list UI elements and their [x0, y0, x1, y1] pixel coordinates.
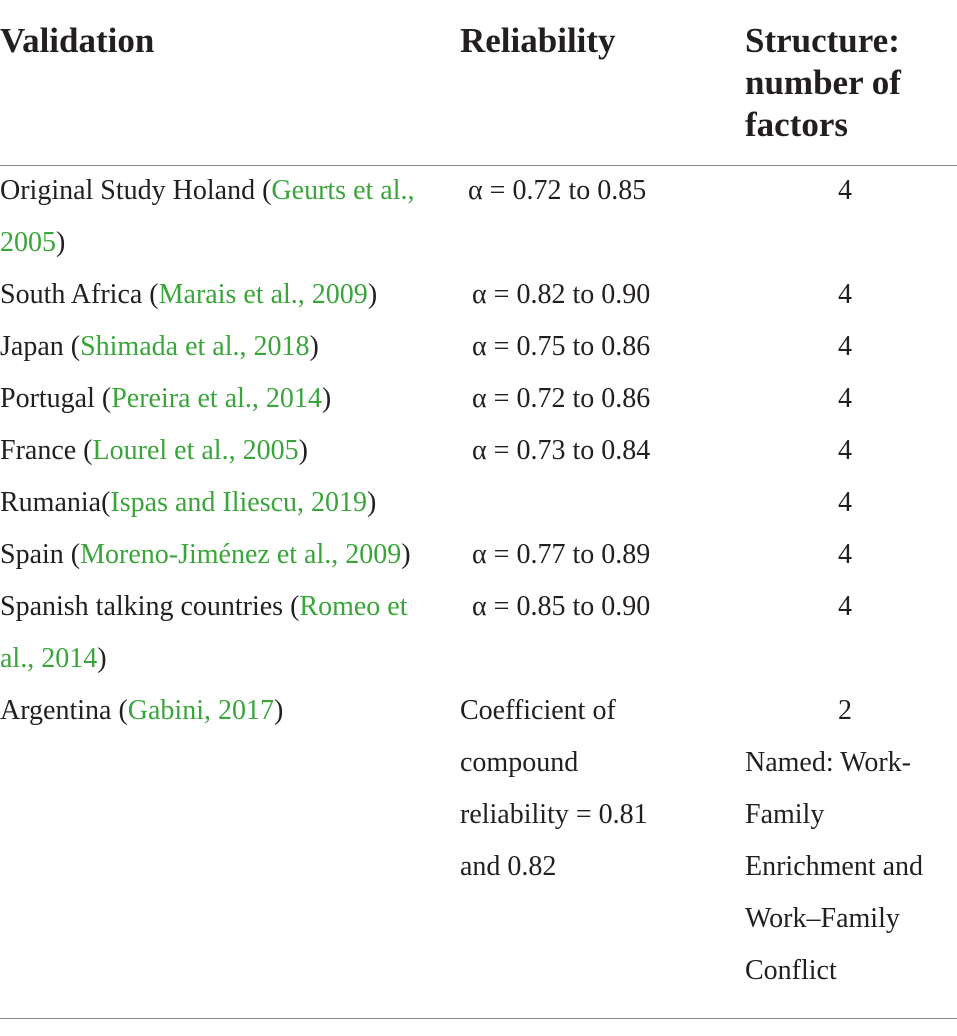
reliability-cell: α = 0.85 to 0.90 — [472, 591, 651, 622]
paren-close: ) — [367, 487, 377, 518]
paren-close: ) — [367, 279, 378, 310]
citation-link[interactable]: Lourel et al., 2005 — [92, 435, 299, 466]
country-text: Portugal ( — [0, 383, 112, 414]
citation-link[interactable]: Ispas and Iliescu, 2019 — [110, 487, 368, 518]
country-text: Japan ( — [0, 331, 81, 362]
reliability-cell: α = 0.75 to 0.86 — [472, 331, 651, 362]
country-text: Spain ( — [0, 539, 81, 570]
header-structure: Structure: number of factors — [745, 21, 901, 144]
citation-link[interactable]: Geurts et al., 2005 — [0, 175, 415, 258]
citation-link[interactable]: Pereira et al., 2014 — [111, 383, 322, 414]
validation-cell — [0, 477, 440, 529]
citation-link[interactable]: Moreno-Jiménez et al., 2009 — [80, 539, 402, 570]
validation-cell — [0, 581, 410, 685]
citation-link[interactable]: Romeo et al., 2014 — [0, 591, 408, 674]
paren-close: ) — [298, 435, 308, 466]
reliability-cell: α = 0.77 to 0.89 — [472, 539, 651, 570]
paren-close: ) — [309, 331, 319, 362]
factors-note: Named: Work-Family Enrichment and Work–Family Conflict — [745, 747, 924, 986]
paren-close: ) — [321, 383, 332, 414]
country-text: France ( — [0, 435, 93, 466]
reliability-cell: α = 0.82 to 0.90 — [472, 279, 651, 310]
country-text: Argentina ( — [0, 695, 128, 726]
factors-cell: 4 — [838, 175, 852, 206]
factors-cell: 4 — [838, 279, 852, 310]
factors-cell: 4 — [838, 591, 852, 622]
reliability-cell: Coefficient of compound reliability = 0.81 and 0.82 — [460, 695, 648, 882]
validation-cell — [0, 685, 440, 737]
paren-close: ) — [401, 539, 411, 570]
header-validation: Validation — [0, 21, 155, 60]
header-reliability: Reliability — [460, 21, 616, 60]
factors-cell: 4 — [838, 539, 852, 570]
table-header — [0, 0, 957, 166]
citation-link[interactable]: Shimada et al., 2018 — [80, 331, 310, 362]
factors-cell: 4 — [838, 331, 852, 362]
paren-close: ) — [274, 695, 284, 726]
country-text: Rumania( — [0, 487, 111, 518]
factors-cell: 4 — [838, 383, 852, 414]
validation-cell — [0, 373, 440, 425]
reliability-cell: α = 0.72 to 0.86 — [472, 383, 651, 414]
validation-cell — [0, 165, 440, 269]
factors-cell: 2 — [838, 695, 852, 726]
paren-close: ) — [97, 643, 107, 674]
citation-link[interactable]: Gabini, 2017 — [127, 695, 274, 726]
country-text: South Africa ( — [0, 279, 159, 310]
country-text: Original Study Holand ( — [0, 175, 272, 206]
country-text: Spanish talking countries ( — [0, 591, 300, 622]
factors-cell: 4 — [838, 487, 852, 518]
validation-cell — [0, 529, 440, 581]
validation-cell — [0, 321, 440, 373]
factors-cell: 4 — [838, 435, 852, 466]
table-bottom-rule — [0, 1018, 957, 1019]
reliability-cell: α = 0.72 to 0.85 — [468, 175, 647, 206]
reliability-cell: α = 0.73 to 0.84 — [472, 435, 651, 466]
validation-cell — [0, 269, 440, 321]
validation-cell — [0, 425, 440, 477]
paren-close: ) — [56, 227, 66, 258]
citation-link[interactable]: Marais et al., 2009 — [158, 279, 368, 310]
